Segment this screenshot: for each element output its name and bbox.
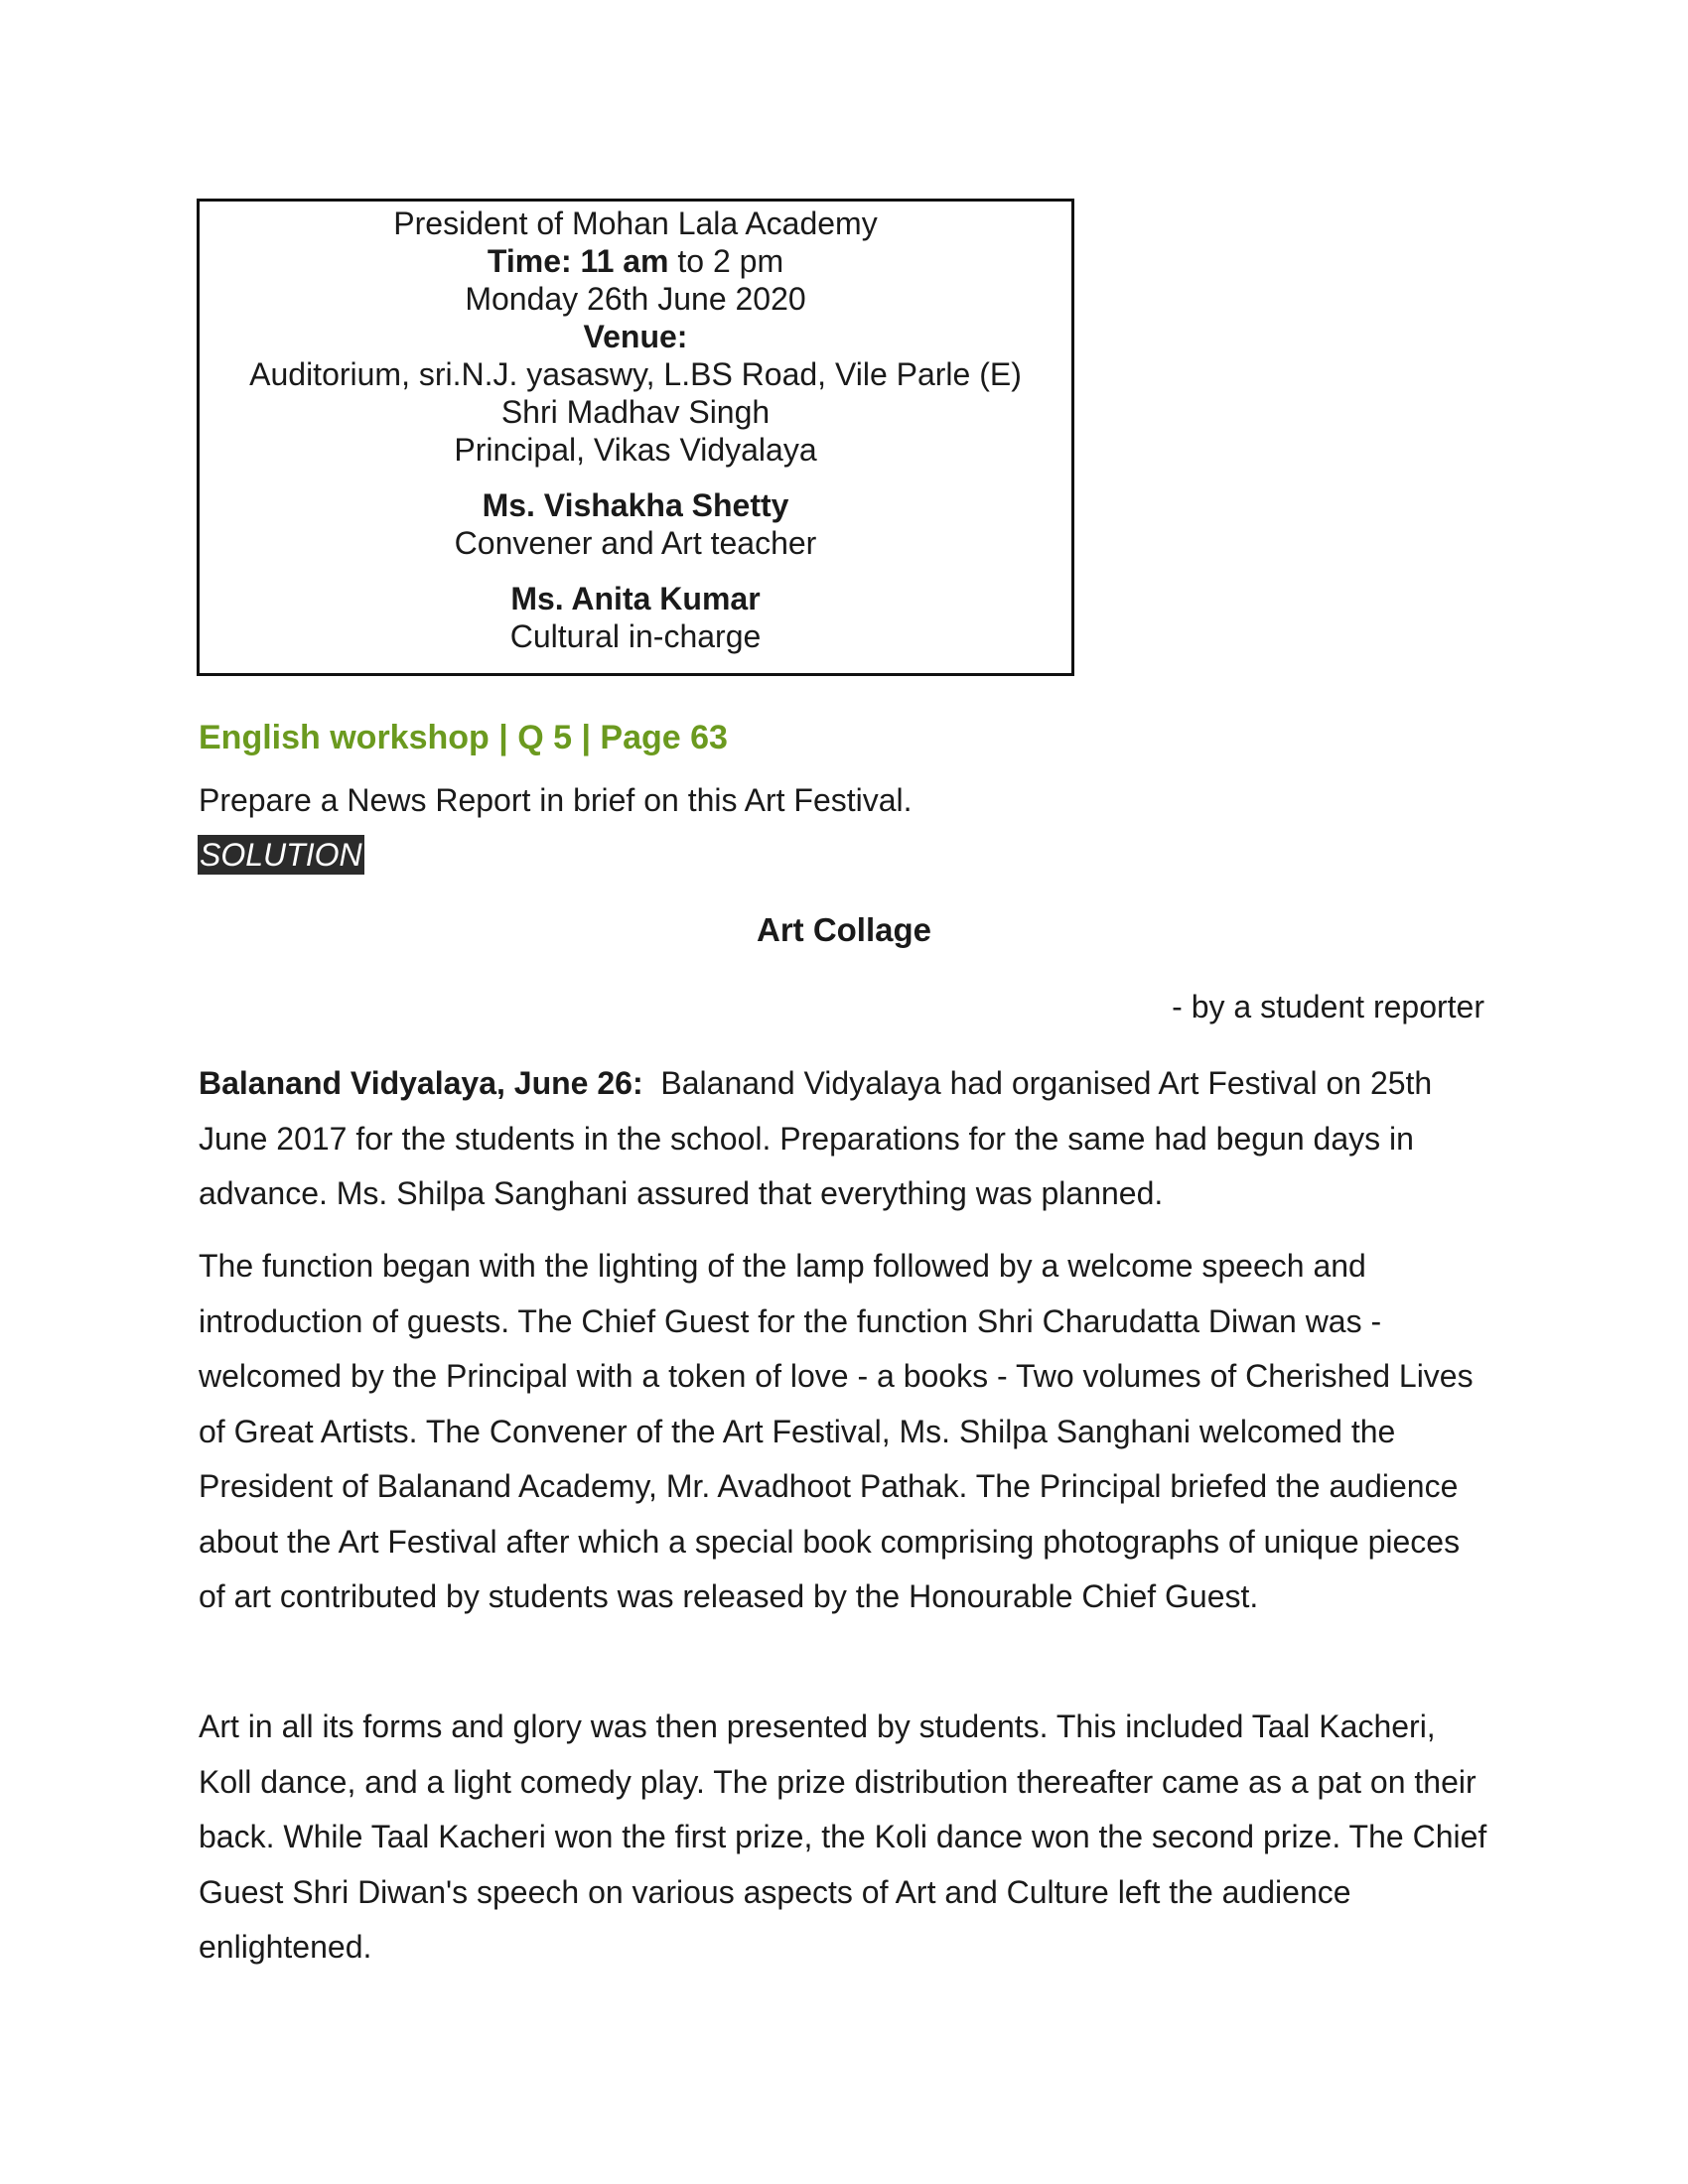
solution-label: SOLUTION xyxy=(200,837,362,873)
invite-host-role: Principal, Vikas Vidyalaya xyxy=(454,432,817,468)
article-title-text: Art Collage xyxy=(756,911,932,948)
invite-time-label: Time: 11 am xyxy=(487,243,669,279)
article-byline: - by a student reporter xyxy=(1172,989,1484,1024)
invite-person2-name: Ms. Vishakha Shetty xyxy=(482,487,789,523)
article-title xyxy=(0,911,1688,949)
invite-person3-name: Ms. Anita Kumar xyxy=(510,581,761,616)
article-paragraph-3: Art in all its forms and glory was then presented by students. This included Taal Kacheri, Koll dance, and a light comedy play. The prize distribution thereafter came as a pat on their back. While Taal Kacheri won the first prize, the Koli dance won the second prize. The Chief Guest Shri Diwan's speech on various aspects of Art and Culture left the audience enlightened. xyxy=(199,1708,1487,1965)
invite-venue-label: Venue: xyxy=(583,319,688,354)
article-paragraph-1 xyxy=(199,1056,1489,1222)
invite-date: Monday 26th June 2020 xyxy=(465,281,806,317)
invite-time-rest: to 2 pm xyxy=(668,243,784,279)
invite-venue: Auditorium, sri.N.J. yasaswy, L.BS Road, Vile Parle (E) xyxy=(249,356,1022,392)
invite-host-name: Shri Madhav Singh xyxy=(500,394,771,430)
section-heading: English workshop | Q 5 | Page 63 xyxy=(199,719,728,756)
article-dateline: Balanand Vidyalaya, June 26: xyxy=(199,1065,643,1101)
invite-person3-role: Cultural in-charge xyxy=(509,618,762,654)
invite-president-line: President of Mohan Lala Academy xyxy=(393,205,878,241)
invitation-box xyxy=(197,199,1074,676)
question-text: Prepare a News Report in brief on this Art Festival. xyxy=(199,782,913,818)
invite-person2-role: Convener and Art teacher xyxy=(454,525,817,561)
invite-time-line xyxy=(200,242,1071,280)
article-para1-text: Balanand Vidyalaya had organised Art Festival on 25th June 2017 for the students in the school. Preparations for the same had begun days in advance. Ms. Shilpa Sanghani assured that everything was planned. xyxy=(199,1065,1433,1211)
article-paragraph-2: The function began with the lighting of the lamp followed by a welcome speech and introduction of guests. The Chief Guest for the function Shri Charudatta Diwan was - welcomed by the Principal with a token of love - a books - Two volumes of Cherished Lives of Great Artists. The Convener of the Art Festival, Ms. Shilpa Sanghani welcomed the President of Balanand Academy, Mr. Avadhoot Pathak. The Principal briefed the audience about the Art Festival after which a special book comprising photographs of unique pieces of art contributed by students was released by the Honourable Chief Guest. xyxy=(199,1248,1474,1614)
